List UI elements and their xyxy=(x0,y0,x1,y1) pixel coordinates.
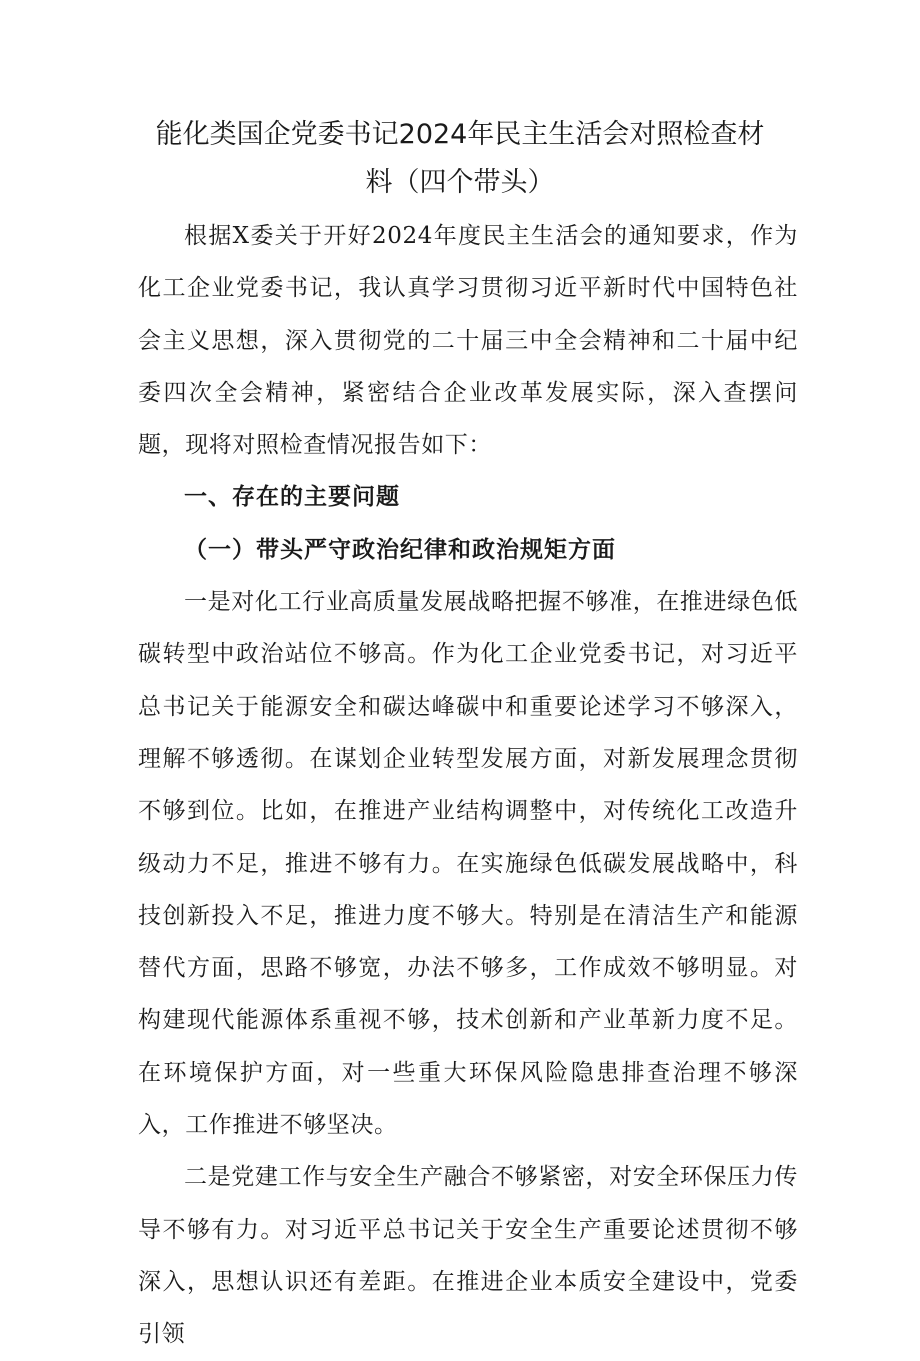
document-title-line-1: 能化类国企党委书记2024年民主生活会对照检查材 xyxy=(155,119,765,150)
section-heading: 一、存在的主要问题 xyxy=(184,484,400,511)
subsection-heading: （一）带头严守政治纪律和政治规矩方面 xyxy=(184,535,616,563)
document-body xyxy=(138,210,798,1361)
intro-paragraph: 根据X委关于开好2024年度民主生活会的通知要求，作为化工企业党委书记，我认真学习贯彻习近平新时代中国特色社会主义思想，深入贯彻党的二十届三中全会精神和二十届中纪委四次全会精神，紧密结合企业改革发展实际，深入查摆问题，现将对照检查情况报告如下： xyxy=(138,223,798,459)
document-title-line-2: 料（四个带头） xyxy=(365,167,555,198)
body-paragraph-1: 一是对化工行业高质量发展战略把握不够准，在推进绿色低碳转型中政治站位不够高。作为化工企业党委书记，对习近平总书记关于能源安全和碳达峰碳中和重要论述学习不够深入，理解不够透彻。在谋划企业转型发展方面，对新发展理念贯彻不够到位。比如，在推进产业结构调整中，对传统化工改造升级动力不足，推进不够有力。在实施绿色低碳发展战略中，科技创新投入不足，推进力度不够大。特别是在清洁生产和能源替代方面，思路不够宽，办法不够多，工作成效不够明显。对构建现代能源体系重视不够，技术创新和产业革新力度不足。在环境保护方面，对一些重大环保风险隐患排查治理不够深入，工作推进不够坚决。 xyxy=(138,589,798,1139)
body-paragraph-2: 二是党建工作与安全生产融合不够紧密，对安全环保压力传导不够有力。对习近平总书记关于安全生产重要论述贯彻不够深入，思想认识还有差距。在推进企业本质安全建设中，党委引领 xyxy=(138,1164,798,1348)
